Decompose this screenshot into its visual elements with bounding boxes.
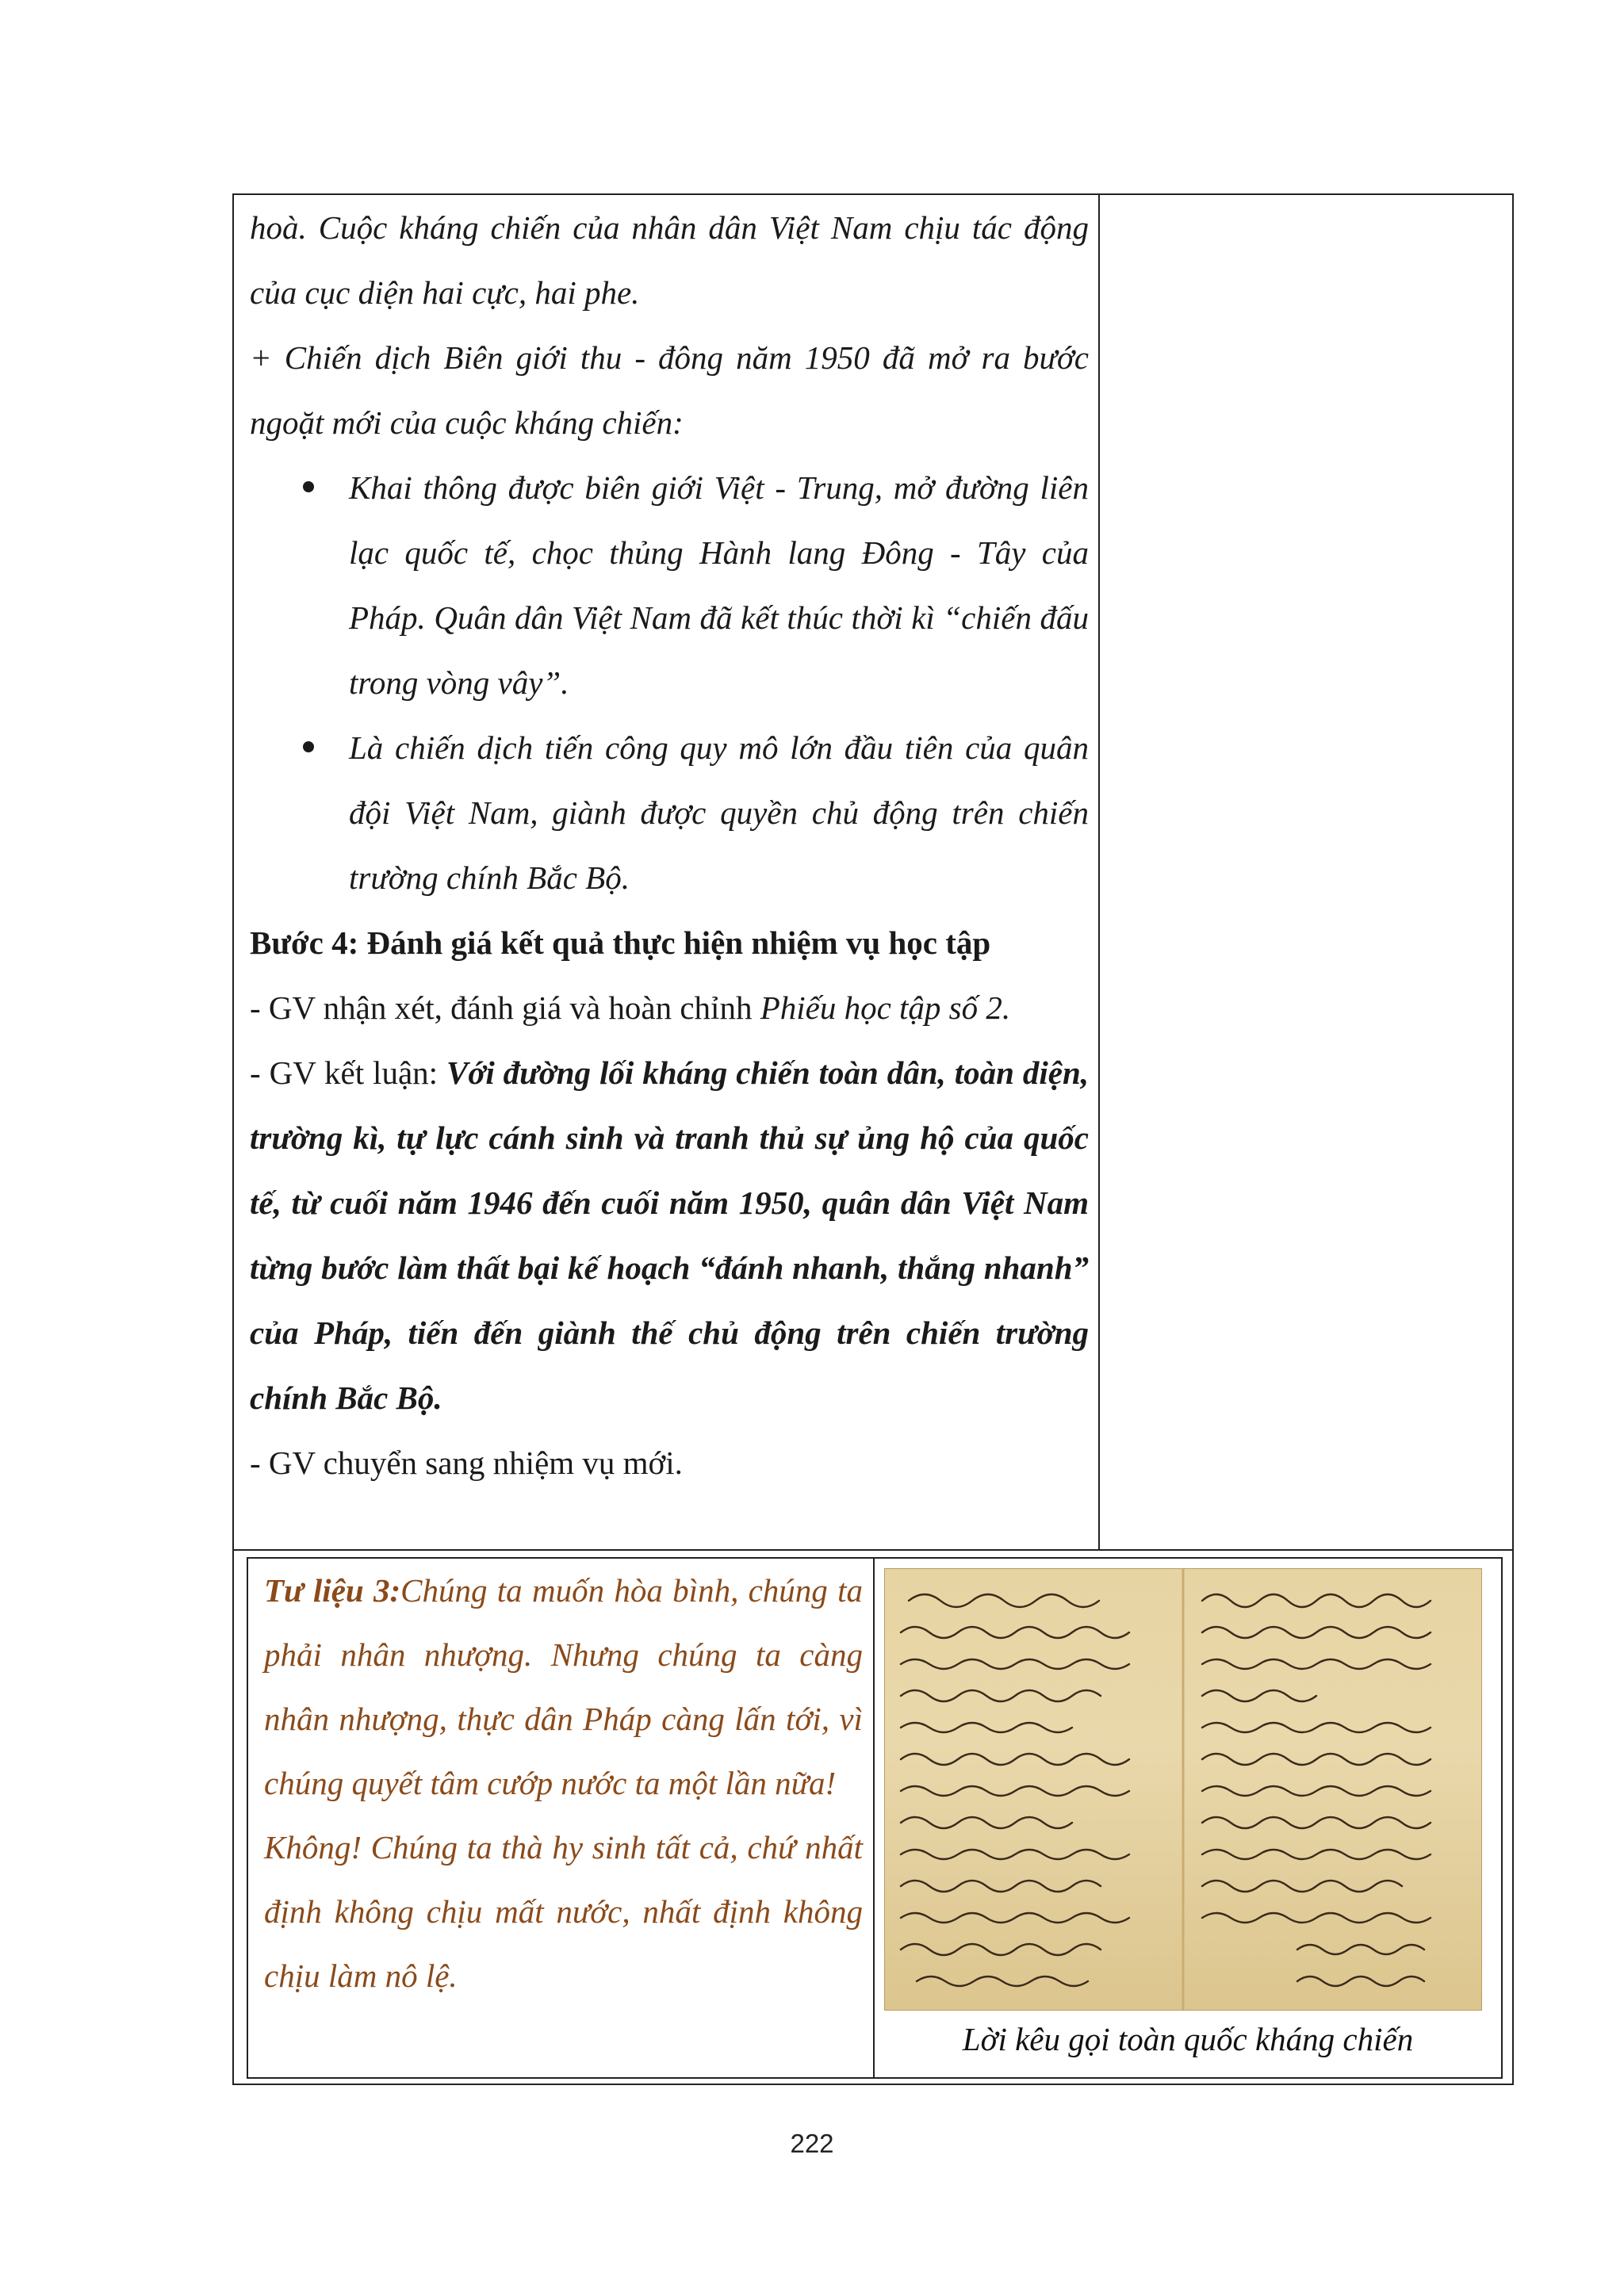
bullet-icon (303, 481, 314, 492)
source-paragraph: Tư liệu 3:Chúng ta muốn hòa bình, chúng ta phải nhân nhượng. Nhưng chúng ta càng nhân nhượng, thực dân Pháp càng lấn tới, vì chúng quyết tâm cướp nước ta một lần nữa! (264, 1572, 863, 1801)
page-number: 222 (790, 2129, 834, 2158)
teacher-conclusion: - GV kết luận: Với đường lối kháng chiến toàn dân, toàn diện, trường kì, tự lực cánh sinh và tranh thủ sự ủng hộ của quốc tế, từ cuối năm 1946 đến cuối năm 1950, quân dân Việt Nam từng bước làm thất bại kế hoạch “đánh nhanh, thắng nhanh” của Pháp, tiến đến giành thế chủ động trên chiến trường chính Bắc Bộ. (250, 1054, 1090, 1416)
source-box (247, 1557, 1503, 2079)
paragraph-cold-war: hoà. Cuộc kháng chiến của nhân dân Việt Nam chịu tác động của cục diện hai cực, hai phe. (250, 209, 1089, 311)
row-divider (234, 1549, 1512, 1551)
activity-cell (250, 195, 1089, 1495)
column-divider (1098, 195, 1100, 1551)
worksheet-name: Phiếu học tập số 2. (760, 989, 1011, 1026)
teacher-transition: - GV chuyển sang nhiệm vụ mới. (250, 1445, 683, 1481)
image-caption: Lời kêu gọi toàn quốc kháng chiến (962, 2021, 1414, 2057)
step-heading: Bước 4: Đánh giá kết quả thực hiện nhiệm vụ học tập (250, 924, 991, 961)
source-paragraph: Không! Chúng ta thà hy sinh tất cả, chứ nhất định không chịu mất nước, nhất định không chịu làm nô lệ. (264, 1829, 863, 1994)
manuscript-image (884, 1568, 1482, 2011)
source-quote (264, 1559, 863, 2008)
content-table (232, 193, 1514, 2085)
image-cell (875, 1559, 1501, 2077)
handwriting-scribbles (885, 1569, 1481, 2010)
bullet-list (250, 455, 1089, 910)
source-label: Tư liệu 3: (264, 1572, 401, 1609)
bullet-item: Khai thông được biên giới Việt - Trung, mở đường liên lạc quốc tế, chọc thủng Hành lang Đông - Tây của Pháp. Quân dân Việt Nam đã kết thúc thời kì “chiến đấu trong vòng vây”. (349, 455, 1089, 715)
conclusion-text: Với đường lối kháng chiến toàn dân, toàn diện, trường kì, tự lực cánh sinh và tranh thủ sự ủng hộ của quốc tế, từ cuối năm 1946 đến cuối năm 1950, quân dân Việt Nam từng bước làm thất bại kế hoạch “đánh nhanh, thắng nhanh” của Pháp, tiến đến giành thế chủ động trên chiến trường chính Bắc Bộ. (250, 1054, 1090, 1416)
bullet-item: Là chiến dịch tiến công quy mô lớn đầu tiên của quân đội Việt Nam, giành được quyền chủ động trên chiến trường chính Bắc Bộ. (349, 715, 1089, 910)
teacher-review: - GV nhận xét, đánh giá và hoàn chỉnh Phiếu học tập số 2. (250, 989, 1011, 1026)
paragraph-border-campaign: + Chiến dịch Biên giới thu - đông năm 1950 đã mở ra bước ngoặt mới của cuộc kháng chiến: (250, 339, 1089, 441)
bullet-icon (303, 741, 314, 752)
